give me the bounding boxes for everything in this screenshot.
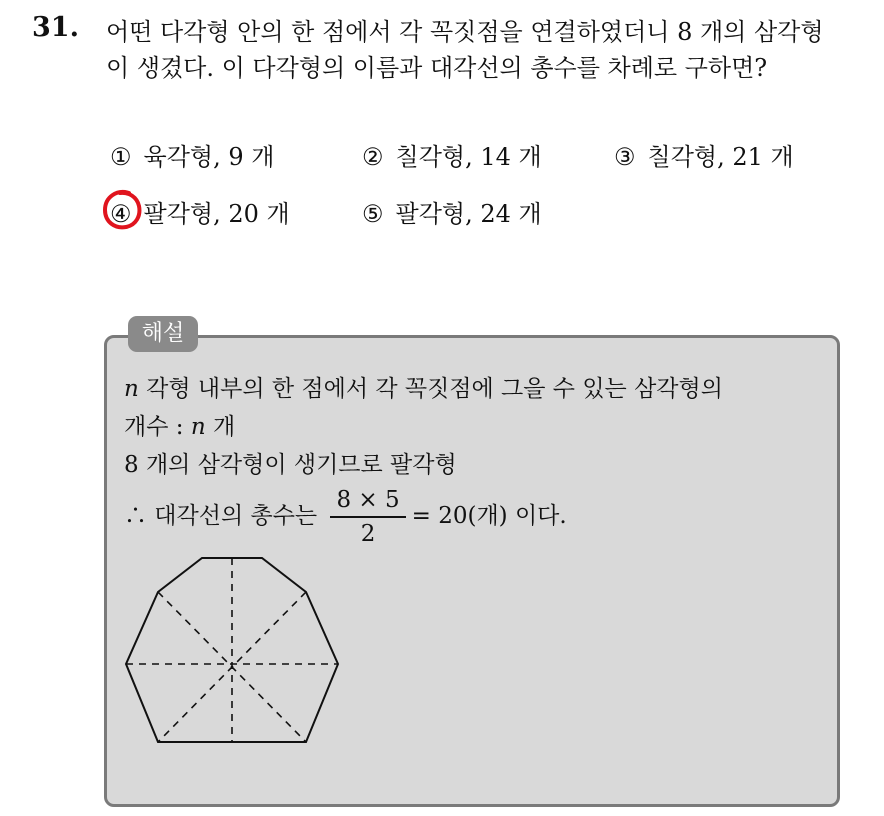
explanation-tag: 해설	[128, 316, 198, 352]
choice-2[interactable]	[362, 142, 542, 172]
choice-2-text: 칠각형, 14 개	[395, 143, 542, 171]
explanation-line-1: n 각형 내부의 한 점에서 각 꼭짓점에 그을 수 있는 삼각형의	[124, 376, 723, 402]
choice-5-mark: ⑤	[362, 200, 384, 228]
choice-3-mark: ③	[614, 143, 636, 171]
question-line-1: 어떤 다각형 안의 한 점에서 각 꼭짓점을 연결하였더니 8 개의 삼각형	[106, 18, 824, 46]
choice-4[interactable]	[110, 199, 290, 229]
variable-n: n	[124, 376, 139, 402]
question-text	[106, 14, 824, 86]
fraction-denominator: 2	[360, 521, 376, 547]
fraction-numerator: 8 × 5	[330, 486, 405, 518]
choice-5[interactable]	[362, 199, 542, 229]
choice-4-text: 팔각형, 20 개	[143, 200, 290, 228]
choice-3[interactable]	[614, 142, 794, 172]
question-line-2: 이 생겼다. 이 다각형의 이름과 대각선의 총수를 차례로 구하면?	[106, 54, 768, 82]
choice-5-text: 팔각형, 24 개	[395, 200, 542, 228]
explanation-line-3: 8 개의 삼각형이 생기므로 팔각형	[124, 452, 457, 478]
octagon-diagram	[118, 552, 348, 752]
dashed-lines	[126, 558, 338, 742]
variable-n: n	[190, 414, 206, 440]
question-number: 31.	[32, 12, 79, 43]
choice-1-mark: ①	[110, 143, 132, 171]
choice-2-mark: ②	[362, 143, 384, 171]
choice-1-text: 육각형, 9 개	[143, 143, 275, 171]
choice-3-text: 칠각형, 21 개	[647, 143, 794, 171]
explanation-line-4: ∴ 대각선의 총수는 $\frac{8 \times 5}{2}$ = 20(개) 이다.	[124, 487, 567, 547]
explanation-line-2: 개수 : n 개	[124, 414, 236, 440]
choice-1[interactable]	[110, 142, 274, 172]
choice-4-mark: ④	[110, 200, 132, 228]
fraction	[330, 486, 405, 548]
